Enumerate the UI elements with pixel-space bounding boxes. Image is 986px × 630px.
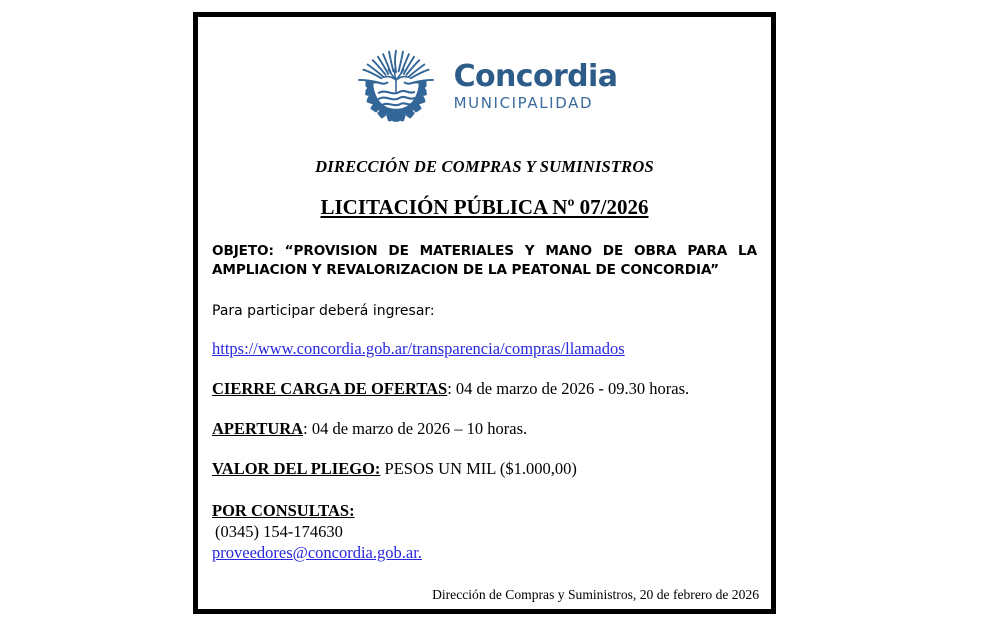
- participation-instruction: Para participar deberá ingresar:: [212, 302, 435, 319]
- municipality-logo: [198, 17, 771, 135]
- apertura-separator: :: [303, 418, 308, 438]
- department-title: DIRECCIÓN DE COMPRAS Y SUMINISTROS: [315, 157, 654, 176]
- concordia-coat-of-arms-icon: [352, 43, 440, 129]
- cierre-label: CIERRE CARGA DE OFERTAS: [212, 378, 448, 398]
- cierre-value: 04 de marzo de 2026 - 09.30 horas.: [451, 378, 690, 398]
- page-title: [198, 195, 771, 220]
- cierre-line: [212, 379, 757, 399]
- valor-pliego-value: PESOS UN MIL ($1.000,00): [380, 458, 577, 478]
- page-title-text: LICITACIÓN PÚBLICA Nº 07/2026: [320, 195, 649, 219]
- consultas-email-link[interactable]: proveedores@concordia.gob.ar.: [212, 542, 422, 562]
- cierre-separator: :: [447, 378, 452, 398]
- brand-name: Concordia: [453, 58, 618, 94]
- apertura-label: APERTURA: [212, 418, 304, 438]
- document-body: [198, 17, 771, 609]
- consultas-heading: POR CONSULTAS:: [212, 500, 355, 520]
- consultas-phone: (0345) 154-174630: [215, 521, 343, 541]
- brand-subtitle: MUNICIPALIDAD: [453, 93, 594, 112]
- objeto-paragraph: OBJETO: “PROVISION DE MATERIALES Y MANO DE OBRA PARA LA AMPLIACION Y REVALORIZACION DE LA PEATONAL DE CONCORDIA”: [212, 243, 757, 279]
- apertura-value: 04 de marzo de 2026 – 10 horas.: [307, 418, 528, 438]
- tender-url-link[interactable]: https://www.concordia.gob.ar/transparencia/compras/llamados: [212, 338, 625, 358]
- valor-pliego-line: [212, 459, 757, 479]
- valor-pliego-label: VALOR DEL PLIEGO:: [212, 458, 381, 478]
- document-footer: Dirección de Compras y Suministros, 20 de febrero de 2026: [432, 587, 759, 602]
- content-area: [198, 242, 771, 563]
- brand-text: [453, 58, 618, 112]
- apertura-line: [212, 419, 757, 439]
- document-frame: [193, 12, 776, 614]
